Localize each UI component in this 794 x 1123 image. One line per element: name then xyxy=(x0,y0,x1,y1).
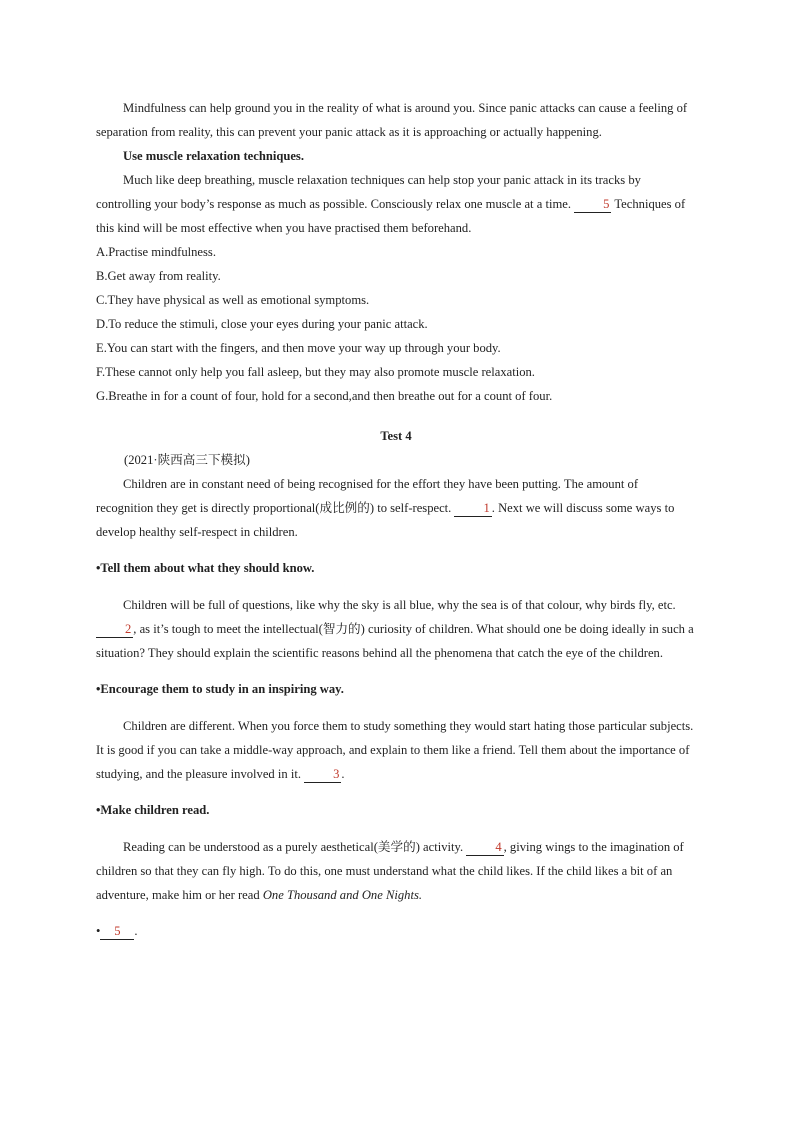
answer-blank-3[interactable]: 3 xyxy=(304,766,341,783)
paragraph-text: Much like deep breathing, muscle relaxation techniques can help stop your panic attack in its tracks by controlling your body’s response as much as possible. Consciously relax one muscle at a time. xyxy=(96,173,641,211)
option-c: C.They have physical as well as emotional symptoms. xyxy=(96,293,370,307)
heading-tell-them: •Tell them about what they should know. xyxy=(96,561,315,575)
answer-blank-5b[interactable]: 5 xyxy=(100,923,134,940)
paragraph-text: Children are different. When you force them to study something they would start hating those particular subjects. It is good if you can take a middle-way approach, and explain to them like a friend. Tell them about the importance of studying, and the pleasure involved in it. xyxy=(96,719,694,781)
answer-blank-1[interactable]: 1 xyxy=(454,500,491,517)
option-e: E.You can start with the fingers, and then move your way up through your body. xyxy=(96,341,501,355)
paragraph-text: Children will be full of questions, like why the sky is all blue, why the sea is of that colour, why birds fly, etc. xyxy=(123,598,676,612)
paragraph-text: Techniques of this kind will be most effective when you have practised them beforehand. xyxy=(96,197,686,235)
option-d: D.To reduce the stimuli, close your eyes during your panic attack. xyxy=(96,317,428,331)
heading-muscle-relaxation: Use muscle relaxation techniques. xyxy=(123,149,304,163)
option-b: B.Get away from reality. xyxy=(96,269,221,283)
answer-blank-2[interactable]: 2 xyxy=(96,621,133,638)
book-title: One Thousand and One Nights. xyxy=(262,888,422,902)
bullet-icon: • xyxy=(96,924,101,938)
last-bullet-line xyxy=(96,919,696,943)
test-title: Test 4 xyxy=(380,429,412,443)
options-list xyxy=(96,240,696,408)
paragraph-reading xyxy=(96,835,696,907)
paragraph-text: , giving wings to the imagination of children so that they can fly high. To do this, one must understand what the child likes. If the child likes a bit of an adventure, make him or her read xyxy=(96,840,684,902)
paragraph-intro xyxy=(96,472,696,544)
answer-blank-4[interactable]: 4 xyxy=(466,839,503,856)
paragraph-text: . xyxy=(341,767,345,781)
paragraph-text: Reading can be understood as a purely aesthetical(美学的) activity. xyxy=(123,840,464,854)
line-end: . xyxy=(134,924,138,938)
paragraph-text: , as it’s tough to meet the intellectual(智力的) curiosity of children. What should one be doing ideally in such a situation? They should explain the scientific reasons behind all the phenomena that catch the eye of the children. xyxy=(96,622,694,660)
answer-blank-5[interactable]: 5 xyxy=(574,196,611,213)
paragraph-text: . Next we will discuss some ways to develop healthy self-respect in children. xyxy=(96,501,675,539)
document-page xyxy=(96,96,696,943)
paragraph-study xyxy=(96,714,696,786)
paragraph-muscle-relaxation xyxy=(96,168,696,240)
heading-make-read: •Make children read. xyxy=(96,803,210,817)
paragraph-mindfulness: Mindfulness can help ground you in the reality of what is around you. Since panic attacks can cause a feeling of separation from reality, this can prevent your panic attack as it is approaching or actually happening. xyxy=(96,101,688,139)
option-a: A.Practise mindfulness. xyxy=(96,245,216,259)
paragraph-questions xyxy=(96,593,696,665)
paragraph-text: Children are in constant need of being recognised for the effort they have been putting. The amount of recognition they get is directly proportional(成比例的) to self-respect. xyxy=(96,477,639,515)
option-g: G.Breathe in for a count of four, hold for a second,and then breathe out for a count of four. xyxy=(96,389,553,403)
heading-encourage: •Encourage them to study in an inspiring way. xyxy=(96,682,344,696)
test-source: (2021·陕西高三下模拟) xyxy=(124,453,250,467)
option-f: F.These cannot only help you fall asleep, but they may also promote muscle relaxation. xyxy=(96,365,535,379)
